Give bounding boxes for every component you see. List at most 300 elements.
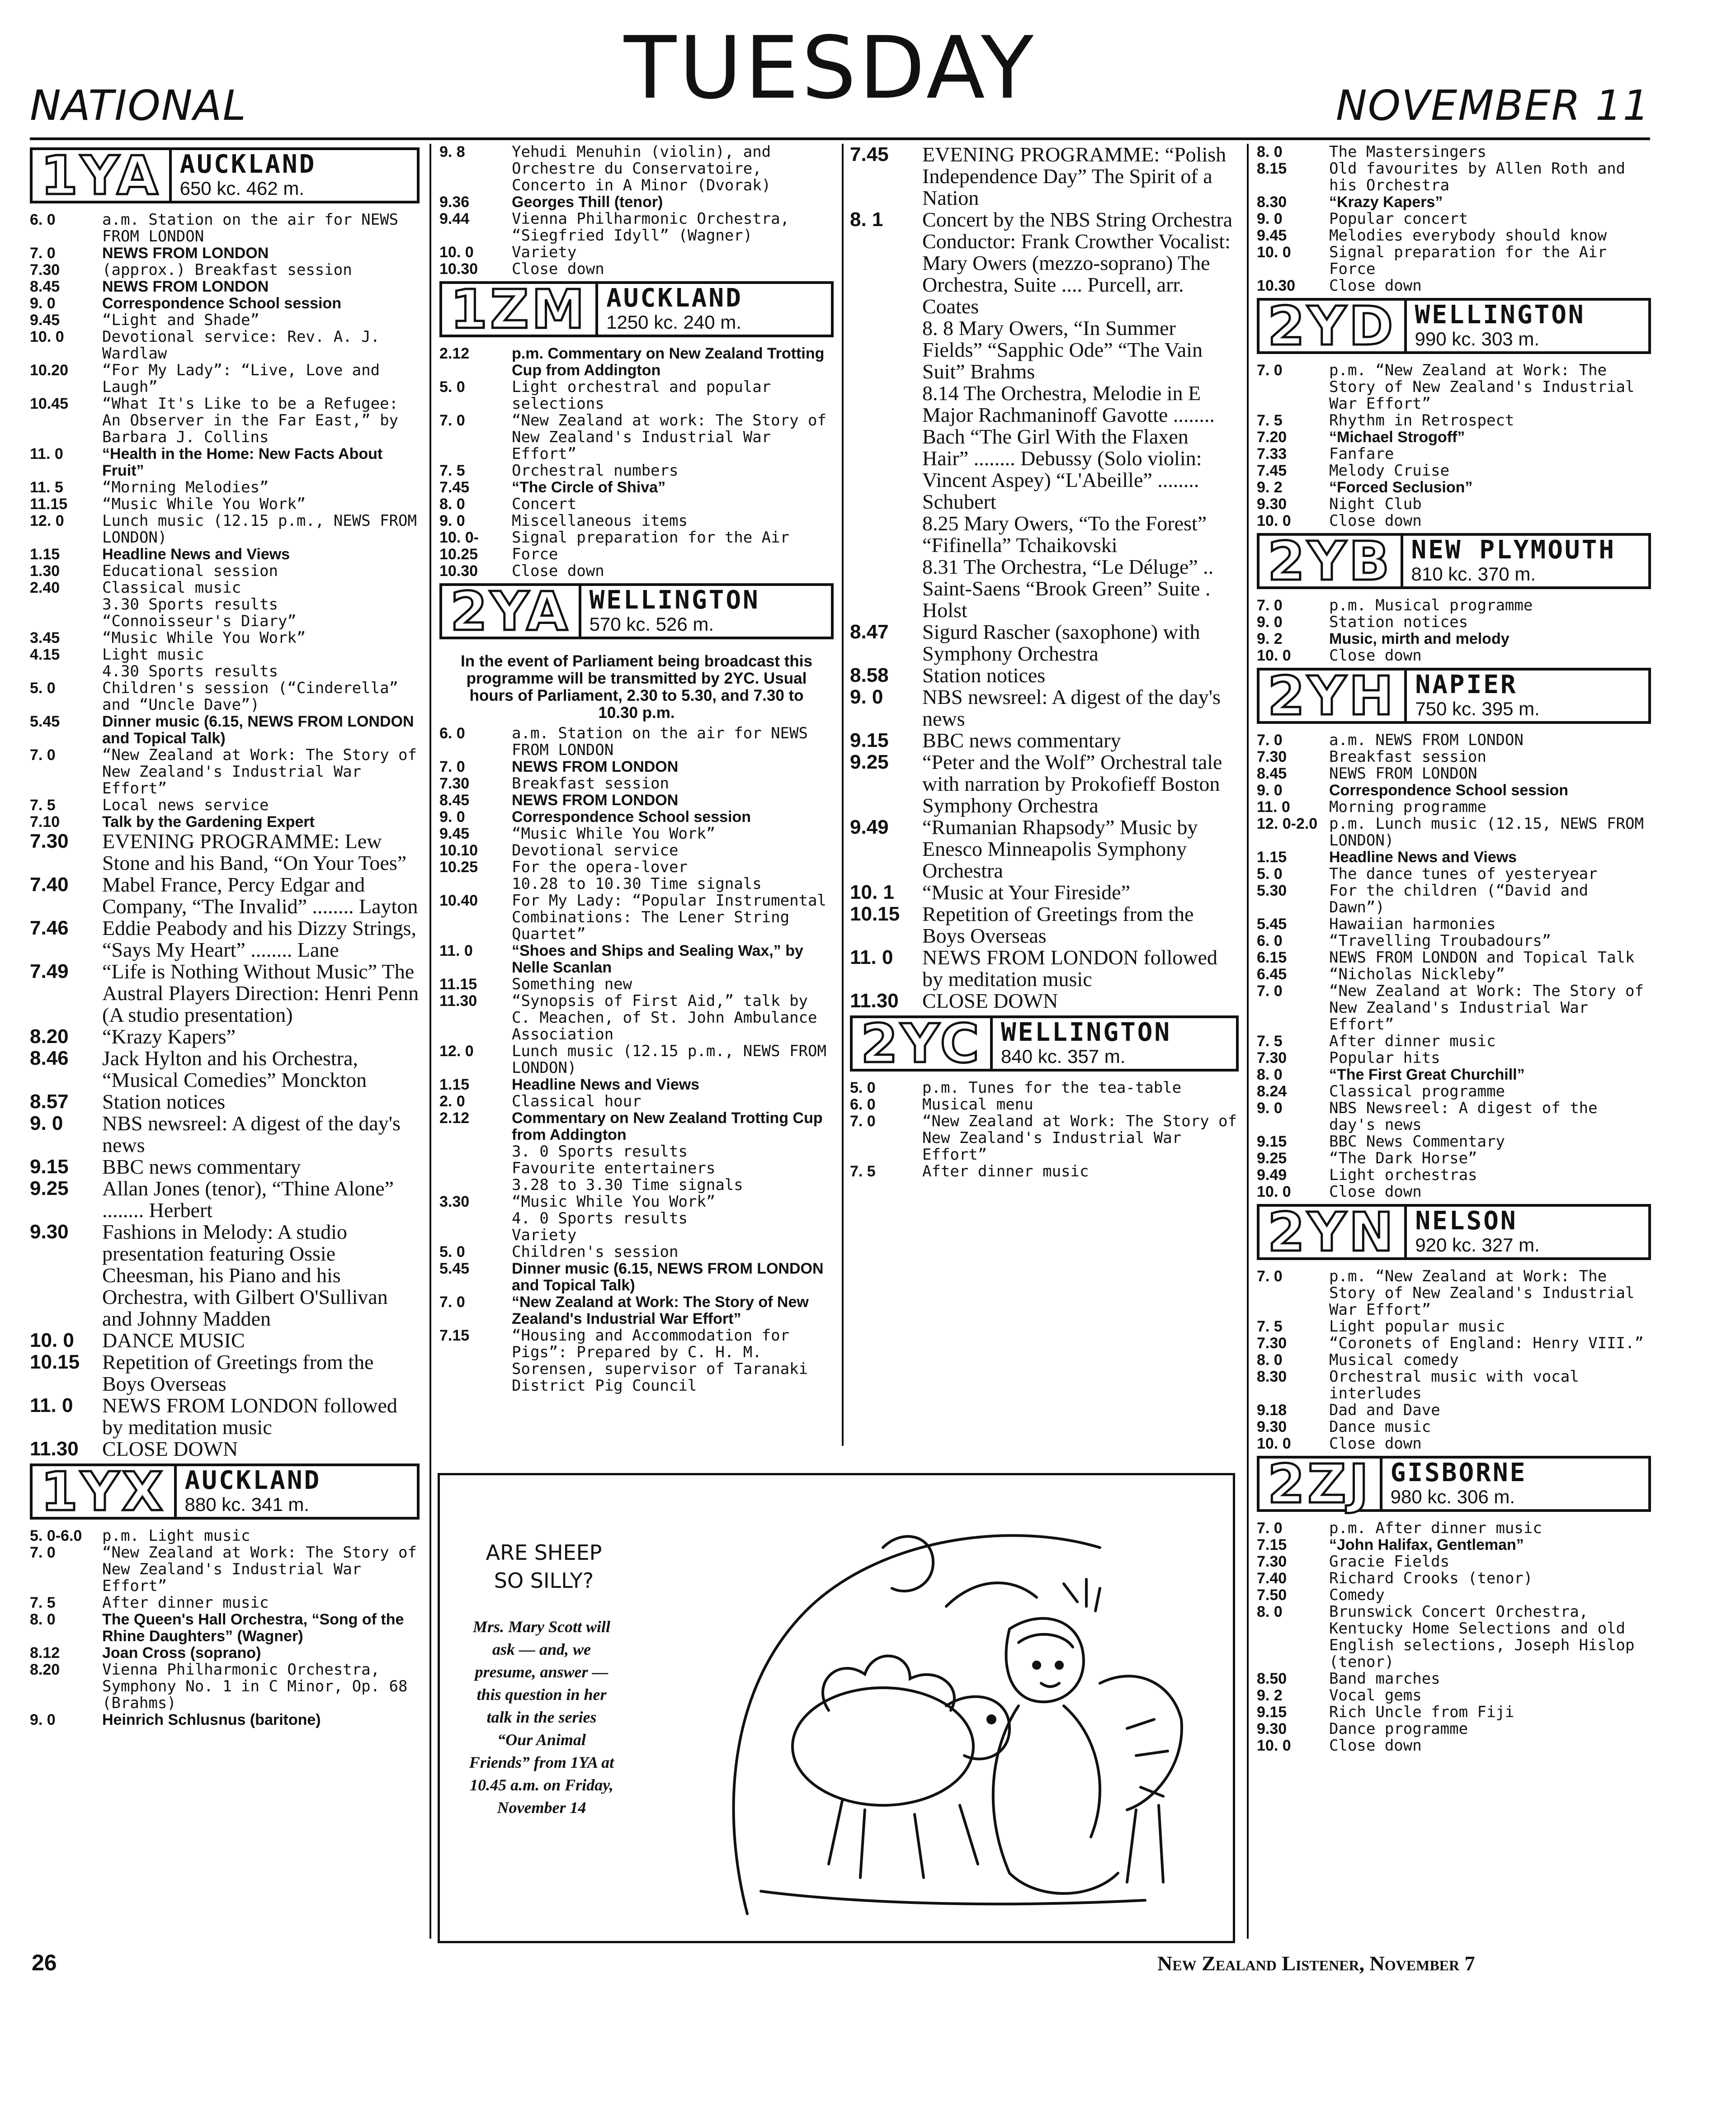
programme-title: 4.30 Sports results <box>102 662 278 680</box>
station-city: AUCKLAND <box>179 150 316 179</box>
programme-time: 7. 0 <box>1257 597 1283 614</box>
station-info <box>598 284 831 335</box>
programme-item <box>1257 412 1651 429</box>
programme-time: 10.20 <box>30 362 69 379</box>
programme-title: Correspondence School session <box>1329 782 1569 799</box>
programme-time <box>30 596 102 613</box>
programme-item <box>30 747 420 797</box>
programme-item <box>1257 194 1651 211</box>
programme-time: 4.15 <box>30 646 60 663</box>
programme-item <box>1257 496 1651 513</box>
programme-time <box>439 876 512 892</box>
programme-time: 7.45 <box>439 479 470 496</box>
programme-title: Vienna Philharmonic Orchestra, “Siegfried Idyll” (Wagner) <box>512 210 790 245</box>
programme-title: “The Dark Horse” <box>1329 1149 1477 1167</box>
station-city: WELLINGTON <box>1000 1018 1172 1047</box>
column-3 <box>850 144 1239 1180</box>
programme-item <box>1257 161 1651 194</box>
programme-title: Close down <box>1329 277 1422 295</box>
column-1 <box>30 144 420 1728</box>
programme-item <box>1257 446 1651 463</box>
programme-time: 8.30 <box>1257 1368 1287 1385</box>
programme-item <box>30 831 420 874</box>
programme-item <box>850 882 1239 903</box>
programme-time: 9. 0 <box>30 295 56 312</box>
programme-item <box>30 1544 420 1595</box>
station-call-sign: 1ZM <box>442 284 598 335</box>
programme-time: 10.15 <box>30 1351 80 1373</box>
programme-title: 10.28 to 10.30 Time signals <box>512 875 762 893</box>
programme-title: Melody Cruise <box>1329 462 1450 480</box>
programme-item <box>30 1178 420 1221</box>
programme-time: 7.20 <box>1257 429 1287 446</box>
programme-time: 7.45 <box>1257 462 1287 479</box>
programme-item <box>1257 144 1651 161</box>
programme-title: “For My Lady”: “Live, Love and Laugh” <box>102 361 380 396</box>
programme-title: Talk by the Gardening Expert <box>102 813 315 831</box>
station-info <box>1407 670 1648 721</box>
programme-item <box>1257 866 1651 883</box>
sheep-illustration <box>693 1493 1199 1927</box>
programme-title: NEWS FROM LONDON followed by meditation music <box>922 946 1217 991</box>
programme-title: Close down <box>1329 1435 1422 1453</box>
programme-title: Hawaiian harmonies <box>1329 915 1496 933</box>
programme-time <box>30 663 102 680</box>
programme-item <box>30 1712 420 1728</box>
programme-time: 7.40 <box>1257 1570 1287 1587</box>
programme-title: Mabel France, Percy Edgar and Company, “The Invalid” ........ Layton <box>102 873 418 918</box>
programme-item <box>439 1227 834 1244</box>
programme-item <box>1257 479 1651 496</box>
programme-item <box>439 892 834 943</box>
programme-item <box>30 713 420 747</box>
programme-title: NEWS FROM LONDON <box>102 278 269 295</box>
programme-title: “Health in the Home: New Facts About Fruit” <box>102 445 383 479</box>
programme-item <box>439 144 834 194</box>
programme-item <box>30 596 420 613</box>
header-network: NATIONAL <box>30 81 247 130</box>
programme-item <box>30 663 420 680</box>
programme-time: 5.45 <box>1257 916 1287 933</box>
programme-title: Children's session <box>512 1243 679 1261</box>
programme-time: 8. 0 <box>30 1611 56 1628</box>
programme-title: “Music at Your Fireside” <box>922 881 1130 904</box>
programme-time: 9.45 <box>439 825 470 842</box>
programme-item <box>439 1076 834 1093</box>
programme-title: Vienna Philharmonic Orchestra, Symphony No. 1 in C Minor, Op. 68 (Brahms) <box>102 1661 408 1712</box>
programme-item <box>1257 1133 1651 1150</box>
programme-title: Dinner music (6.15, NEWS FROM LONDON and Topical Talk) <box>102 713 414 747</box>
programme-time: 9. 0 <box>850 686 883 708</box>
programme-list <box>1257 1520 1651 1754</box>
programme-title: Popular hits <box>1329 1049 1440 1067</box>
programme-list <box>850 1080 1239 1180</box>
programme-item <box>30 212 420 245</box>
programme-time: 9.15 <box>1257 1704 1287 1721</box>
programme-time: 6.15 <box>1257 949 1287 966</box>
programme-time: 7. 5 <box>439 462 465 479</box>
programme-item <box>439 412 834 463</box>
programme-title: NEWS FROM LONDON followed by meditation music <box>102 1394 397 1439</box>
programme-time: 1.15 <box>439 1076 470 1093</box>
programme-title: “John Halifax, Gentleman” <box>1329 1536 1524 1553</box>
station-frequency: 840 kc. 357 m. <box>1000 1046 1126 1067</box>
programme-title: a.m. Station on the air for NEWS FROM LONDON <box>512 724 808 759</box>
programme-time: 7. 5 <box>30 1594 56 1611</box>
feature-box <box>438 1473 1235 1943</box>
programme-time: 7.45 <box>850 143 889 165</box>
programme-time <box>439 1143 512 1160</box>
programme-title: NEWS FROM LONDON <box>512 758 679 775</box>
programme-item <box>30 1662 420 1712</box>
programme-title: 8. 8 Mary Owers, “In Summer Fields” “Sapphic Ode” “The Vain Suit” Brahms <box>922 316 1203 383</box>
programme-item <box>30 513 420 546</box>
programme-title: Melodies everybody should know <box>1329 227 1607 245</box>
programme-time: 7.30 <box>439 775 470 792</box>
programme-time: 10.30 <box>439 562 478 580</box>
programme-title: Classical hour <box>512 1092 642 1110</box>
programme-title: Dinner music (6.15, NEWS FROM LONDON and Topical Talk) <box>512 1260 824 1294</box>
programme-item <box>1257 278 1651 294</box>
programme-item <box>439 194 834 211</box>
programme-item <box>1257 849 1651 866</box>
programme-time: 5. 0 <box>850 1079 876 1096</box>
programme-title: “Synopsis of First Aid,” talk by C. Meachen, of St. John Ambulance Association <box>512 992 817 1043</box>
programme-item <box>30 1351 420 1395</box>
programme-time: 9. 0 <box>1257 210 1283 227</box>
programme-item <box>30 362 420 396</box>
programme-time: 3.45 <box>30 629 60 647</box>
programme-time: 9. 2 <box>1257 479 1283 496</box>
station-header <box>30 1460 420 1523</box>
programme-item <box>1257 1352 1651 1369</box>
programme-title: 3.28 to 3.30 Time signals <box>512 1176 743 1194</box>
programme-time: 7.15 <box>439 1327 470 1344</box>
station-city: AUCKLAND <box>606 283 743 313</box>
station-header <box>30 144 420 207</box>
station-call-sign: 2YC <box>853 1018 993 1069</box>
programme-time: 11. 0 <box>850 946 893 968</box>
programme-time: 8.20 <box>30 1661 60 1678</box>
programme-item <box>1257 916 1651 933</box>
programme-item <box>439 244 834 261</box>
programme-title: “Music While You Work” <box>102 495 306 513</box>
station-header <box>1257 530 1651 592</box>
programme-time: 9.30 <box>30 1221 69 1243</box>
programme-item <box>1257 1419 1651 1435</box>
station-header <box>1257 1201 1651 1263</box>
programme-time: 9.15 <box>1257 1133 1287 1150</box>
programme-title: “Music While You Work” <box>512 825 716 843</box>
programme-time: 7.10 <box>30 813 60 831</box>
programme-title: Dance music <box>1329 1418 1431 1436</box>
programme-item <box>1257 1687 1651 1704</box>
programme-title: DANCE MUSIC <box>102 1329 245 1352</box>
programme-time: 9.25 <box>1257 1150 1287 1167</box>
station-call-sign: 2YD <box>1260 301 1407 351</box>
programme-item <box>1257 1050 1651 1067</box>
programme-item <box>1257 765 1651 782</box>
programme-title: p.m. Light music <box>102 1527 250 1545</box>
programme-time: 7. 0 <box>1257 1268 1283 1285</box>
programme-item <box>850 1113 1239 1163</box>
programme-time: 7.15 <box>1257 1536 1287 1553</box>
programme-time: 7.33 <box>1257 445 1287 463</box>
programme-time: 5. 0 <box>439 1243 465 1261</box>
programme-item <box>30 446 420 479</box>
programme-title: NEWS FROM LONDON <box>512 792 679 809</box>
programme-item <box>1257 949 1651 966</box>
programme-item <box>1257 1100 1651 1133</box>
programme-item <box>30 797 420 814</box>
programme-time <box>439 1227 512 1244</box>
programme-item <box>30 580 420 596</box>
station-header <box>439 580 834 642</box>
station-frequency: 570 kc. 526 m. <box>589 614 714 635</box>
programme-time: 10.25 <box>439 859 478 876</box>
programme-time: 10.30 <box>439 260 478 278</box>
programme-time: 7.30 <box>1257 1553 1287 1570</box>
station-header <box>1257 1453 1651 1515</box>
programme-item <box>30 295 420 312</box>
programme-time: 8. 0 <box>1257 143 1283 161</box>
station-header <box>1257 295 1651 357</box>
programme-item <box>439 1194 834 1210</box>
programme-item <box>439 261 834 278</box>
programme-title: “Coronets of England: Henry VIII.” <box>1329 1334 1644 1352</box>
programme-title: Variety <box>512 243 577 261</box>
programme-title: EVENING PROGRAMME: “Polish Independence Day” The Spirit of a Nation <box>922 143 1227 209</box>
programme-item <box>1257 429 1651 446</box>
programme-title: Fashions in Melody: A studio presentation featuring Ossie Cheesman, his Piano and his Orchestra, with Gilbert O'Sullivan and Johnny Madden <box>102 1220 388 1330</box>
programme-time: 10. 0 <box>1257 1183 1291 1200</box>
programme-title: Georges Thill (tenor) <box>512 194 663 211</box>
programme-time: 7. 0 <box>30 746 56 764</box>
programme-item <box>1257 631 1651 647</box>
programme-item <box>439 1177 834 1194</box>
column-divider <box>842 144 844 1446</box>
programme-time: 9.15 <box>30 1156 69 1178</box>
programme-title: “Housing and Accommodation for Pigs”: Prepared by C. H. M. Sorensen, supervisor of Taranaki District Pig Council <box>512 1327 808 1395</box>
programme-title: “Nicholas Nickleby” <box>1329 965 1505 983</box>
programme-item <box>439 976 834 993</box>
programme-time: 6. 0 <box>30 211 56 228</box>
programme-title: 8.14 The Orchestra, Melodie in E Major Rachmaninoff Gavotte ........ Bach “The Girl With the Flaxen Hair” ........ Debussy (Solo violin: Vincent Aspey) “L'Abeille” ........ Schubert <box>922 382 1215 513</box>
station-info <box>993 1018 1236 1069</box>
programme-item <box>30 312 420 329</box>
programme-item <box>439 1294 834 1327</box>
programme-item <box>1257 1268 1651 1318</box>
programme-item <box>1257 1318 1651 1335</box>
programme-title: Gracie Fields <box>1329 1553 1450 1571</box>
programme-item <box>1257 1033 1651 1050</box>
programme-title: Correspondence School session <box>512 808 751 826</box>
programme-time: 10.40 <box>439 892 478 909</box>
programme-title: Close down <box>1329 1737 1422 1755</box>
programme-item <box>1257 597 1651 614</box>
programme-time: 9. 2 <box>1257 1687 1283 1704</box>
programme-item <box>439 345 834 379</box>
station-frequency: 920 kc. 327 m. <box>1415 1234 1540 1256</box>
programme-item <box>439 1327 834 1394</box>
programme-title: Signal preparation for the Air Force <box>512 529 790 563</box>
programme-time: 7. 0 <box>1257 982 1283 1000</box>
station-frequency: 650 kc. 462 m. <box>179 178 305 199</box>
programme-item <box>1257 227 1651 244</box>
programme-title: p.m. Musical programme <box>1329 596 1533 614</box>
programme-time: 8. 0 <box>1257 1066 1283 1083</box>
programme-time: 5. 0 <box>439 378 465 396</box>
programme-item <box>1257 799 1651 816</box>
programme-time: 7. 5 <box>1257 1033 1283 1050</box>
programme-item <box>850 1080 1239 1096</box>
programme-title: NEWS FROM LONDON <box>1329 765 1477 783</box>
programme-title: “Rumanian Rhapsody” Music by Enesco Minneapolis Symphony Orchestra <box>922 816 1198 882</box>
programme-time: 9.45 <box>1257 227 1287 244</box>
programme-item <box>439 759 834 775</box>
programme-time: 6.45 <box>1257 966 1287 983</box>
station-city: NAPIER <box>1415 670 1518 699</box>
programme-item <box>1257 647 1651 664</box>
programme-item <box>1257 244 1651 278</box>
programme-time: 8. 1 <box>850 208 883 231</box>
programme-item <box>30 1330 420 1351</box>
programme-title: “Shoes and Ships and Sealing Wax,” by Nelle Scanlan <box>512 942 803 976</box>
programme-time: 9. 0 <box>1257 1100 1283 1117</box>
programme-item <box>850 990 1239 1012</box>
programme-title: The Queen's Hall Orchestra, “Song of the Rhine Daughters” (Wagner) <box>102 1611 404 1645</box>
programme-title: Station notices <box>1329 613 1468 631</box>
programme-title: Old favourites by Allen Roth and his Orchestra <box>1329 160 1626 194</box>
programme-item <box>439 993 834 1043</box>
programme-item <box>1257 463 1651 479</box>
programme-title: p.m. Tunes for the tea-table <box>922 1079 1182 1097</box>
programme-item <box>850 621 1239 665</box>
parliament-note: In the event of Parliament being broadcast this programme will be transmitted by 2YC. Usual hours of Parliament, 2.30 to 5.30, and 7.30 to 10.30 p.m. <box>461 652 812 722</box>
programme-title: “Michael Strogoff” <box>1329 429 1465 446</box>
programme-title: NEWS FROM LONDON <box>102 245 269 262</box>
programme-time: 2.12 <box>439 345 470 362</box>
programme-time: 8. 0 <box>1257 1351 1283 1369</box>
programme-time: 7. 0 <box>439 1294 465 1311</box>
programme-title: p.m. Lunch music (12.15, NEWS FROM LONDON) <box>1329 815 1644 850</box>
programme-time: 8.45 <box>30 278 60 295</box>
station-frequency: 990 kc. 303 m. <box>1415 328 1539 349</box>
programme-time: 11.15 <box>439 976 477 993</box>
programme-item <box>850 317 1239 382</box>
programme-item <box>30 396 420 446</box>
programme-title: Lunch music (12.15 p.m., NEWS FROM LONDON) <box>102 512 417 547</box>
station-call-sign: 2YA <box>442 586 581 637</box>
programme-item <box>439 529 834 563</box>
programme-time: 9.45 <box>30 312 60 329</box>
programme-time <box>439 1177 512 1194</box>
programme-item <box>439 842 834 859</box>
column-2 <box>439 144 834 1394</box>
programme-item <box>1257 816 1651 849</box>
programme-time: 7.30 <box>30 261 60 279</box>
programme-item <box>439 463 834 479</box>
programme-title: (approx.) Breakfast session <box>102 261 352 279</box>
programme-item <box>30 917 420 961</box>
programme-item <box>1257 1737 1651 1754</box>
programme-title: Close down <box>1329 512 1422 530</box>
programme-time: 2. 0 <box>439 1093 465 1110</box>
programme-title: The dance tunes of yesteryear <box>1329 865 1598 883</box>
programme-time: 5. 0 <box>30 680 56 697</box>
feature-text: Mrs. Mary Scott will ask — and, we presume, answer — this question in her talk in the series “Our Animal Friends” from 1YA at 10.45 a.m. on Friday, November 14 <box>469 1618 614 1817</box>
publication-credit: New Zealand Listener, November 7 <box>1157 1952 1475 1975</box>
programme-title: “Travelling Troubadours” <box>1329 932 1552 950</box>
programme-title: Devotional service <box>512 841 679 859</box>
programme-item <box>439 876 834 892</box>
programme-time: 7. 5 <box>1257 1318 1283 1335</box>
programme-item <box>1257 1369 1651 1402</box>
station-city: WELLINGTON <box>1415 300 1585 330</box>
programme-time: 11. 0 <box>30 1394 73 1416</box>
programme-item <box>30 563 420 580</box>
programme-item <box>30 1611 420 1645</box>
programme-item <box>850 144 1239 209</box>
programme-time: 8.30 <box>1257 194 1287 211</box>
programme-time: 9. 2 <box>1257 630 1283 647</box>
programme-item <box>439 513 834 529</box>
programme-time: 1.30 <box>30 562 60 580</box>
programme-time: 9.49 <box>850 816 889 838</box>
programme-item <box>439 943 834 976</box>
programme-time: 9.36 <box>439 194 470 211</box>
programme-time: 6. 0 <box>439 725 465 742</box>
programme-time <box>850 556 922 621</box>
programme-title: Joan Cross (soprano) <box>102 1644 261 1662</box>
programme-time: 7.50 <box>1257 1586 1287 1604</box>
programme-item <box>439 859 834 876</box>
programme-item <box>439 1143 834 1160</box>
programme-title: Vocal gems <box>1329 1686 1422 1704</box>
programme-title: Rich Uncle from Fiji <box>1329 1703 1514 1721</box>
programme-item <box>30 1156 420 1178</box>
programme-time: 2.40 <box>30 579 60 596</box>
programme-title: Jack Hylton and his Orchestra, “Musical Comedies” Monckton <box>102 1047 367 1091</box>
programme-title: “Morning Melodies” <box>102 478 269 496</box>
programme-item <box>30 1595 420 1611</box>
programme-time: 10.45 <box>30 395 69 412</box>
programme-item <box>30 680 420 713</box>
station-header <box>439 278 834 340</box>
programme-title: Eddie Peabody and his Dizzy Strings, “Says My Heart” ........ Lane <box>102 916 417 961</box>
programme-title: Heinrich Schlusnus (baritone) <box>102 1711 321 1728</box>
programme-time: 7. 0 <box>30 1544 56 1561</box>
programme-time: 7. 0 <box>439 412 465 429</box>
programme-title: 3. 0 Sports results <box>512 1142 688 1161</box>
programme-time: 7. 5 <box>1257 412 1283 429</box>
programme-title: Classical programme <box>1329 1082 1505 1100</box>
programme-title: Musical menu <box>922 1095 1033 1114</box>
programme-item <box>30 1395 420 1438</box>
programme-title: Headline News and Views <box>512 1076 700 1093</box>
programme-title: Educational session <box>102 562 278 580</box>
programme-time: 7.49 <box>30 960 69 982</box>
programme-item <box>1257 732 1651 749</box>
programme-item <box>850 665 1239 686</box>
programme-title: For the children (“David and Dawn”) <box>1329 882 1589 916</box>
programme-time: 10. 1 <box>850 881 894 903</box>
programme-title: After dinner music <box>922 1162 1089 1180</box>
programme-title: Music, mirth and melody <box>1329 630 1510 647</box>
programme-title: “Krazy Kapers” <box>102 1025 236 1048</box>
programme-title: Close down <box>1329 647 1422 665</box>
programme-item <box>439 211 834 244</box>
